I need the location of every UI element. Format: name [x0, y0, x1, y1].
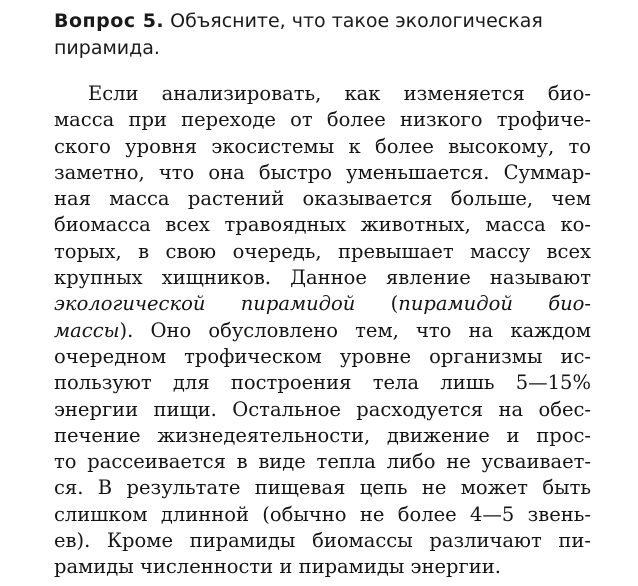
answer-line	[54, 423, 591, 449]
question-label: Вопрос 5.	[54, 10, 165, 32]
text-segment: то рассеивается в виде тепла либо не усваивает-	[54, 450, 591, 474]
answer-line	[54, 134, 591, 160]
answer-line	[54, 528, 591, 554]
answer-line	[54, 291, 591, 317]
answer-line	[54, 475, 591, 501]
text-segment: ев). Кроме пирамиды биомассы различают пи-	[54, 529, 591, 553]
answer-line	[54, 107, 591, 133]
answer-line	[54, 265, 591, 291]
answer-line	[54, 81, 591, 107]
italic-term: пирамидой био-	[398, 292, 591, 316]
answer-line	[54, 239, 591, 265]
answer-line	[54, 160, 591, 186]
text-segment: Если анализировать, как изменяется био-	[88, 82, 591, 105]
text-segment: очередном трофическом уровне организмы ис-	[54, 344, 591, 368]
answer-line	[54, 554, 591, 580]
italic-term: экологической пирамидой	[54, 292, 356, 316]
question-text: Объясните, что такое экологическая	[164, 10, 543, 32]
text-segment: (	[355, 292, 399, 316]
answer-paragraph	[54, 81, 591, 581]
answer-line	[54, 449, 591, 475]
answer-line	[54, 502, 591, 528]
text-segment: ского уровня экосистемы к более высокому, то	[54, 134, 591, 158]
text-segment: ). Оно обусловлено тем, что на каждом	[119, 318, 591, 342]
answer-line	[54, 186, 591, 212]
italic-term: массы	[54, 318, 120, 342]
question-text-line-2: пирамида.	[54, 37, 160, 59]
text-segment: рамиды численности и пирамиды энергии.	[54, 555, 501, 579]
answer-line	[54, 212, 591, 238]
answer-line	[54, 397, 591, 423]
text-segment: ся. В результате пищевая цепь не может быть	[54, 476, 591, 500]
text-segment: крупных хищников. Данное явление называют	[54, 266, 591, 290]
answer-line	[54, 344, 591, 370]
question-heading	[54, 8, 594, 62]
text-segment: биомасса всех травоядных животных, масса ко-	[54, 213, 591, 237]
text-segment: печение жизнедеятельности, движение и прос-	[54, 423, 591, 447]
text-segment: торых, в свою очередь, превышает массу всех	[54, 239, 591, 263]
answer-line	[54, 370, 591, 396]
text-segment: пользуют для построения тела лишь 5—15%	[54, 371, 591, 395]
answer-line	[54, 318, 591, 344]
text-segment: слишком длинной (обычно не более 4—5 звень-	[54, 502, 591, 526]
text-segment: масса при переходе от более низкого трофиче-	[54, 108, 591, 132]
text-segment: ная масса растений оказывается больше, чем	[54, 187, 591, 211]
question-line-1	[54, 8, 594, 35]
text-segment: энергии пищи. Остальное расходуется на обес-	[54, 397, 591, 421]
text-segment: заметно, что она быстро уменьшается. Суммар-	[54, 160, 591, 184]
